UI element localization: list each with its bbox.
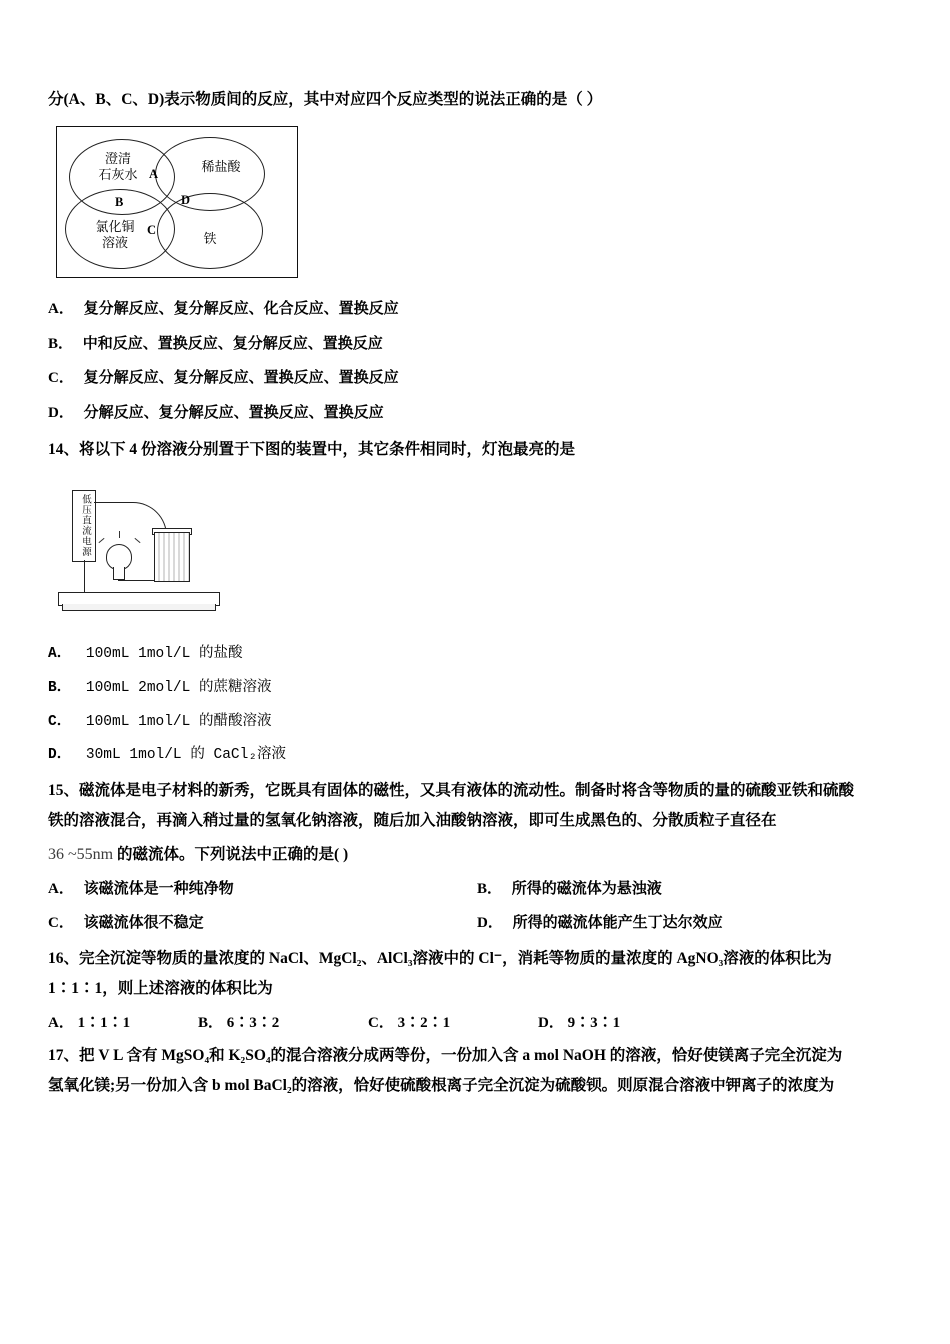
option-label: A． (48, 301, 74, 318)
option-label: C． (48, 370, 74, 387)
option-label: B． (198, 1014, 224, 1031)
light-ray-icon (134, 538, 140, 543)
light-ray-icon (98, 538, 104, 543)
apparatus-base-shadow (62, 604, 216, 611)
option-text: 30mL 1mol/L 的 CaCl₂溶液 (85, 747, 287, 764)
option-label: B． (48, 679, 72, 696)
option-label: D． (538, 1014, 564, 1031)
option-text: 9∶3∶1 (567, 1014, 621, 1031)
question-17-line-2: 氢氧化镁;另一份加入含 b mol BaCl₂的溶液，恰好使硫酸根离子完全沉淀为硫酸钡。则原混合溶液中钾离子的浓度为 (48, 1076, 835, 1094)
question-13-option-d (48, 402, 906, 425)
question-14-option-c (48, 712, 906, 734)
question-13-stem: 分(A、B、C、D)表示物质间的反应，其中对应四个反应类型的说法正确的是（ ） (48, 91, 603, 108)
option-label: D． (477, 915, 503, 932)
question-15-line-1 (48, 779, 906, 803)
venn-label-limewater: 澄清 石灰水 (98, 151, 138, 182)
power-supply-label: 低压直流电源 (79, 494, 90, 558)
question-15-option-a (48, 878, 477, 901)
question-15-option-d (477, 912, 906, 935)
venn-region-c: C (147, 223, 157, 238)
question-17-text: 把 V L 含有 MgSO₄和 K₂SO₄的混合溶液分成两等份，一份加入含 a mol NaOH 的溶液，恰好使镁离子完全沉淀为 (79, 1046, 843, 1064)
option-label: D． (48, 404, 74, 421)
option-text: 复分解反应、复分解反应、化合反应、置换反应 (83, 301, 399, 318)
question-15-text: 磁流体是电子材料的新秀，它既具有固体的磁性，又具有液体的流动性。制备时将含等物质的量的硫酸亚铁和硫酸 (79, 782, 855, 800)
venn-label-iron: 铁 (203, 231, 217, 247)
venn-diagram-figure (56, 126, 298, 278)
option-text: 6∶3∶2 (226, 1014, 280, 1031)
option-text: 3∶2∶1 (397, 1014, 451, 1031)
circuit-figure (58, 488, 223, 628)
question-16-line-2: 1∶1∶1，则上述溶液的体积比为 (48, 979, 273, 997)
option-label: B． (48, 335, 74, 352)
option-text: 中和反应、置换反应、复分解反应、置换反应 (82, 335, 383, 352)
option-text: 该磁流体是一种纯净物 (83, 880, 234, 897)
question-14-text: 将以下 4 份溶液分别置于下图的装置中，其它条件相同时，灯泡最亮的是 (79, 441, 576, 459)
question-16-option-d (538, 1011, 620, 1032)
option-label: D． (48, 747, 72, 764)
question-13-option-a (48, 298, 906, 321)
option-label: A． (48, 646, 72, 663)
venn-region-a: A (149, 167, 159, 182)
option-text: 所得的磁流体能产生丁达尔效应 (512, 915, 723, 932)
question-13-option-b (48, 333, 906, 356)
question-16-option-c (368, 1011, 538, 1032)
solution-beaker (154, 532, 190, 582)
question-17-line-1 (48, 1044, 906, 1068)
option-label: A． (48, 880, 74, 897)
option-label: B． (477, 880, 503, 897)
particle-size-range: 36 ~55nm (48, 846, 114, 864)
question-15-line-2: 铁的溶液混合，再滴入稍过量的氢氧化钠溶液，随后加入油酸钠溶液，即可生成黑色的、分散质粒子直径在 (48, 812, 777, 830)
option-label: C． (48, 915, 74, 932)
option-text: 1∶1∶1 (77, 1014, 131, 1031)
option-text: 100mL 2mol/L 的蔗糖溶液 (85, 679, 272, 696)
question-16-option-b (198, 1011, 368, 1032)
question-14-number: 14、 (48, 441, 80, 459)
wire-bottom (118, 580, 158, 581)
option-label: A． (48, 1014, 74, 1031)
question-17-number: 17、 (48, 1046, 80, 1064)
option-text: 所得的磁流体为悬浊液 (511, 880, 662, 897)
question-13-option-c (48, 367, 906, 390)
option-label: C． (368, 1014, 394, 1031)
light-ray-icon (119, 531, 120, 538)
wire-left-vertical (84, 560, 89, 592)
question-15-number: 15、 (48, 782, 80, 800)
question-15-text-tail: 的磁流体。下列说法中正确的是( ) (116, 846, 349, 864)
question-14-stem (48, 438, 906, 462)
venn-label-cucl2: 氯化铜 溶液 (95, 219, 135, 250)
question-16-number: 16、 (48, 949, 80, 967)
question-15-option-c (48, 912, 477, 935)
question-16-option-a (48, 1011, 198, 1032)
question-15-options-row-1 (48, 878, 906, 913)
question-14-option-d (48, 745, 906, 767)
question-16-text: 完全沉淀等物质的量浓度的 NaCl、MgCl₂、AlCl₃溶液中的 Cl⁻，消耗等物质的量浓度的 AgNO₃溶液的体积比为 (79, 949, 832, 967)
option-text: 分解反应、复分解反应、置换反应、置换反应 (83, 404, 384, 421)
option-text: 100mL 1mol/L 的醋酸溶液 (85, 713, 272, 730)
question-14-option-b (48, 678, 906, 700)
option-label: C． (48, 713, 72, 730)
question-16-options (48, 1011, 906, 1032)
question-14-option-a (48, 644, 906, 666)
question-15-option-b (477, 878, 906, 901)
question-15-line-3 (48, 843, 906, 868)
venn-label-hcl: 稀盐酸 (201, 159, 241, 175)
dc-power-supply (72, 490, 96, 562)
bulb-base (113, 567, 125, 580)
venn-region-d: D (181, 193, 191, 208)
venn-region-b: B (115, 195, 124, 210)
option-text: 100mL 1mol/L 的盐酸 (85, 646, 243, 663)
option-text: 该磁流体很不稳定 (83, 915, 204, 932)
question-15-options-row-2 (48, 912, 906, 947)
question-16-line-1 (48, 947, 906, 971)
option-text: 复分解反应、复分解反应、置换反应、置换反应 (83, 370, 399, 387)
page-content (48, 88, 906, 1104)
